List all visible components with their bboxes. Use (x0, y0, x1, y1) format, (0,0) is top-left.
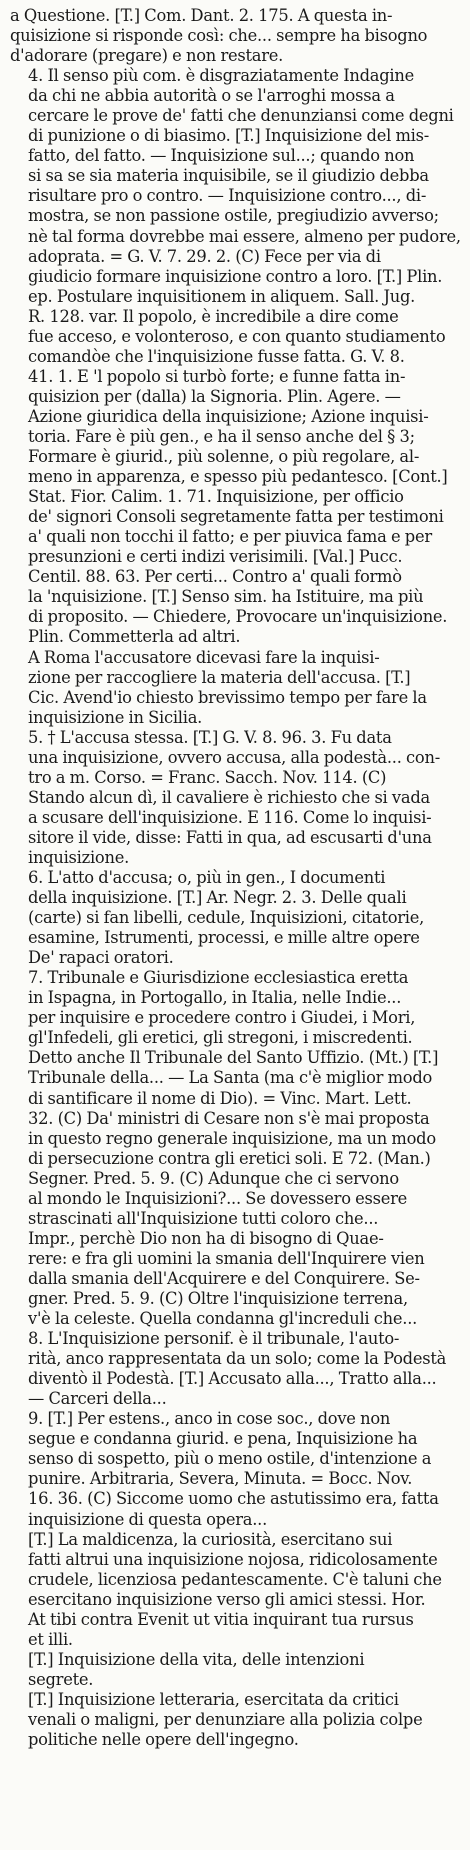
text-line: 4. Il senso più com. è disgraziatamente Indagine (28, 66, 414, 86)
entry-para-impr (10, 1229, 462, 1329)
text-line: senso di sospetto, più o meno ostile, d'intenzione a (28, 1449, 432, 1469)
text-line: a scusare dell'inquisizione. E 116. Come lo inquisi- (28, 807, 432, 827)
text-line: inquisizione in Sicilia. (28, 707, 203, 727)
text-line: A Roma l'accusatore dicevasi fare la inquisi- (28, 647, 380, 667)
entry-para-roma (10, 648, 462, 728)
text-line: toria. Fare è più gen., e ha il senso anche del § 3; (28, 426, 415, 446)
text-line: al mondo le Inquisizioni?... Se dovessero essere (28, 1188, 408, 1208)
text-line: gner. Pred. 5. 9. (C) Oltre l'inquisizione terrena, (28, 1289, 408, 1308)
text-line: esercitano inquisizione verso gli amici stessi. Hor. (28, 1589, 426, 1609)
text-line: d'adorare (pregare) e non restare. (10, 46, 284, 66)
text-line: giudicio formare inquisizione contro a loro. [T.] Plin. (28, 266, 443, 286)
text-line: [T.] La maldicenza, la curiosità, esercitano sui (28, 1529, 393, 1549)
text-line: la 'nquisizione. [T.] Senso sim. ha Istituire, ma più (28, 587, 424, 607)
text-line: — Carceri della... (28, 1389, 167, 1409)
text-line: 41. 1. E 'l popolo si turbò forte; e funne fatta in- (28, 366, 406, 386)
text-line: della inquisizione. [T.] Ar. Negr. 2. 3. Delle quali (28, 888, 407, 908)
text-line: 32. (C) Da' ministri di Cesare non s'è mai proposta (28, 1108, 430, 1128)
text-line: Centil. 88. 63. Per certi... Contro a' quali formò (28, 567, 402, 587)
text-line: Segner. Pred. 5. 9. (C) Adunque che ci servono (28, 1168, 399, 1188)
text-line: di persecuzione contra gli eretici soli. E 72. (Man.) (28, 1148, 431, 1168)
text-line: Detto anche Il Tribunale del Santo Uffizio. (Mt.) [T.] (28, 1048, 439, 1068)
text-line: Azione giuridica della inquisizione; Azione inquisi- (28, 406, 429, 426)
entry-para-8 (10, 1329, 462, 1409)
entry-para-letteraria (10, 1690, 462, 1750)
text-line: rità, anco rappresentata da un solo; come la Podestà (28, 1349, 447, 1369)
entry-para-0 (10, 6, 462, 66)
text-line: rere: e fra gli uomini la smania dell'Inquirere vien (28, 1248, 425, 1268)
text-line: una inquisizione, ovvero accusa, alla podestà... con- (28, 747, 440, 767)
text-line: 8. L'Inquisizione personif. è il tribunale, l'auto- (28, 1329, 400, 1349)
text-line: 16. 36. (C) Siccome uomo che astutissimo era, fatta (28, 1489, 439, 1509)
text-line: gl'Infedeli, gli eretici, gli stregoni, i miscredenti. (28, 1028, 413, 1048)
text-line: di proposito. — Chiedere, Provocare un'inquisizione. (28, 607, 448, 627)
text-line: de' signori Consoli segretamente fatta per testimoni (28, 507, 444, 527)
text-line: [T.] Inquisizione della vita, delle intenzioni (28, 1649, 365, 1669)
text-line: cercare le prove de' fatti che denunziansi come degni (28, 106, 454, 126)
text-line: Formare è giurid., più solenne, o più regolare, al- (28, 447, 420, 467)
entry-para-7 (10, 968, 462, 1229)
text-line: Stando alcun dì, il cavaliere è richiesto che si vada (28, 787, 430, 807)
text-line: si sa se sia materia inquisibile, se il giudizio debba (28, 166, 429, 186)
text-line: Plin. Commetterla ad altri. (28, 627, 241, 647)
text-line: strascinati all'Inquisizione tutti coloro che... (28, 1208, 379, 1228)
entry-para-6 (10, 868, 462, 968)
text-line: nè tal forma dovrebbe mai essere, almeno per pudore, (28, 226, 461, 246)
text-line: comandòe che l'inquisizione fusse fatta. G. V. 8. (28, 346, 405, 366)
text-line: Stat. Fior. Calim. 1. 71. Inquisizione, per officio (28, 487, 404, 507)
text-line: R. 128. var. Il popolo, è incredibile a dire come (28, 306, 399, 326)
text-line: 7. Tribunale e Giurisdizione ecclesiastica eretta (28, 968, 409, 988)
text-line: 9. [T.] Per estens., anco in cose soc., dove non (28, 1409, 391, 1429)
text-line: Cic. Avend'io chiesto brevissimo tempo per fare la (28, 687, 427, 707)
text-line: ep. Postulare inquisitionem in aliquem. Sall. Jug. (28, 286, 416, 306)
dictionary-entry-inquisizione (10, 6, 462, 1750)
text-line: mostra, se non passione ostile, pregiudizio avverso; (28, 206, 439, 226)
entry-para-maldicenza (10, 1530, 462, 1650)
entry-para-9 (10, 1409, 462, 1529)
text-line: in Ispagna, in Portogallo, in Italia, nelle Indie... (28, 988, 402, 1008)
text-line: et illi. (28, 1629, 73, 1649)
text-line: meno in apparenza, e spesso più pedantesco. [Cont.] (28, 467, 448, 487)
text-line: di punizione o di biasimo. [T.] Inquisizione del mis- (28, 126, 429, 146)
text-line: inquisizione di questa opera... (28, 1509, 268, 1529)
text-line: a Questione. [T.] Com. Dant. 2. 175. A questa in- (10, 6, 393, 25)
text-line: di santificare il nome di Dio). = Vinc. Mart. Lett. (28, 1088, 412, 1108)
text-line: (carte) si fan libelli, cedule, Inquisizioni, citatorie, (28, 908, 425, 928)
text-line: tro a m. Corso. = Franc. Sacch. Nov. 114. (C) (28, 767, 387, 787)
text-line: 6. L'atto d'accusa; o, più in gen., I documenti (28, 868, 386, 888)
text-line: diventò il Podestà. [T.] Accusato alla..., Tratto alla... (28, 1369, 437, 1389)
text-line: a' quali non tocchi il fatto; e per piuvica fama e per (28, 527, 432, 547)
text-line: venali o maligni, per denunziare alla polizia colpe (28, 1709, 423, 1729)
text-line: 5. † L'accusa stessa. [T.] G. V. 8. 96. 3. Fu data (28, 727, 392, 747)
text-line: [T.] Inquisizione letteraria, esercitata da critici (28, 1689, 399, 1709)
text-line: fatti altrui una inquisizione nojosa, ridicolosamente (28, 1549, 438, 1569)
text-line: risultare pro o contro. — Inquisizione contro..., di- (28, 186, 427, 206)
text-line: presunzioni e certi indizi verisimili. [Val.] Pucc. (28, 547, 403, 567)
text-line: zione per raccogliere la materia dell'accusa. [T.] (28, 667, 411, 687)
text-line: crudele, licenziosa pedantescamente. C'è taluni che (28, 1569, 442, 1589)
text-line: segrete. (28, 1669, 94, 1689)
text-line: Tribunale della... — La Santa (ma c'è miglior modo (28, 1068, 433, 1088)
entry-para-5 (10, 728, 462, 868)
text-line: fatto, del fatto. — Inquisizione sul...; quando non (28, 146, 415, 166)
text-line: segue e condanna giurid. e pena, Inquisizione ha (28, 1429, 418, 1449)
text-line: De' rapaci oratori. (28, 948, 174, 968)
text-line: v'è la celeste. Quella condanna gl'increduli che... (28, 1309, 418, 1329)
text-line: adoprata. = G. V. 7. 29. 2. (C) Fece per via di (28, 246, 381, 266)
text-line: quisizione si risponde così: che... sempre ha bisogno (10, 26, 428, 46)
entry-para-vita (10, 1650, 462, 1690)
text-line: fue acceso, e volonteroso, e con quanto studiamento (28, 326, 446, 346)
text-line: dalla smania dell'Acquirere e del Conquirere. Se- (28, 1268, 420, 1288)
text-line: inquisizione. (28, 847, 130, 867)
text-line: quisizion per (dalla) la Signoria. Plin. Agere. — (28, 386, 401, 406)
text-line: At tibi contra Evenit ut vitia inquirant tua rursus (28, 1609, 414, 1629)
text-line: Impr., perchè Dio non ha di bisogno di Quae- (28, 1228, 384, 1248)
entry-para-4 (10, 66, 462, 647)
text-line: sitore il vide, disse: Fatti in qua, ad escusarti d'una (28, 827, 432, 847)
text-line: politiche nelle opere dell'ingegno. (28, 1730, 299, 1750)
text-line: esamine, Istrumenti, processi, e mille altre opere (28, 928, 420, 948)
text-line: punire. Arbitraria, Severa, Minuta. = Bocc. Nov. (28, 1469, 413, 1489)
text-line: da chi ne abbia autorità o se l'arroghi mossa a (28, 86, 395, 106)
text-line: per inquisire e procedere contro i Giudei, i Mori, (28, 1008, 416, 1028)
text-line: in questo regno generale inquisizione, ma un modo (28, 1128, 436, 1148)
